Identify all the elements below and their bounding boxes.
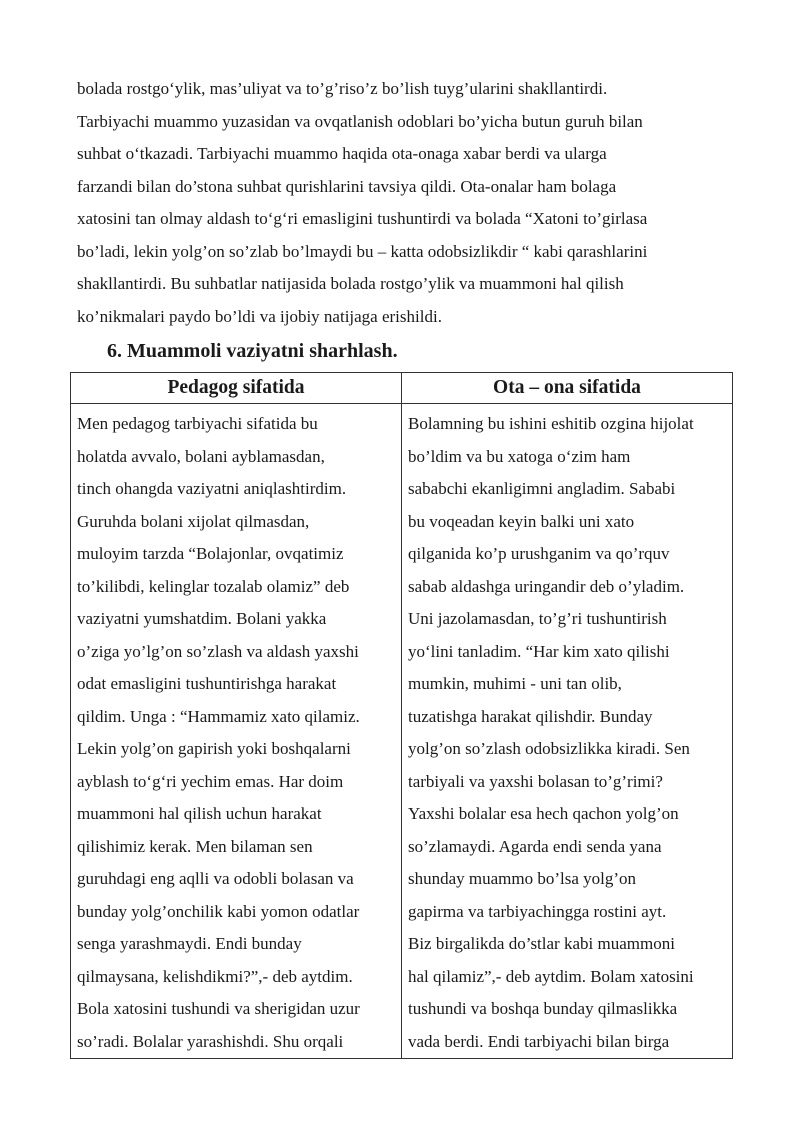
pedagog-line: Bola xatosini tushundi va sherigidan uzur	[77, 999, 360, 1018]
pedagog-line: qildim. Unga : “Hammamiz xato qilamiz.	[77, 706, 360, 726]
pedagog-line: qilmaysana, kelishdikmi?”,- deb aytdim.	[77, 966, 353, 986]
parent-line: sababchi ekanligimni angladim. Sababi	[408, 479, 676, 498]
intro-line: bo’ladi, lekin yolg’on so’zlab bo’lmaydi bu – katta odobsizlikdir “ kabi qarashlarini	[77, 241, 648, 261]
pedagog-line: vaziyatni yumshatdim. Bolani yakka	[77, 609, 327, 628]
intro-line: suhbat o‘tkazadi. Tarbiyachi muammo haqida ota-onaga xabar berdi va ularga	[77, 144, 607, 163]
parent-line: yo‘lini tanladim. “Har kim xato qilishi	[408, 641, 670, 661]
intro-line: Tarbiyachi muammo yuzasidan va ovqatlanish odoblari bo’yicha butun guruh bilan	[77, 111, 643, 131]
pedagog-line: Guruhda bolani xijolat qilmasdan,	[77, 511, 310, 531]
pedagog-line: guruhdagi eng aqlli va odobli bolasan va	[77, 869, 354, 888]
parent-line: shunday muammo bo’lsa yolg’on	[408, 869, 637, 888]
parent-line: mumkin, muhimi - uni tan olib,	[408, 674, 622, 693]
header-parent: Ota – ona sifatida	[402, 373, 733, 404]
intro-line: xatosini tan olmay aldash to‘g‘ri emasligini tushuntirdi va bolada “Xatoni to’girlasa	[77, 209, 648, 228]
table-header-row	[71, 373, 733, 404]
comparison-table	[70, 372, 733, 1059]
pedagog-line: Lekin yolg’on gapirish yoki boshqalarni	[77, 739, 351, 758]
parent-line: tarbiyali va yaxshi bolasan to’g’rimi?	[408, 771, 663, 791]
intro-line: bolada rostgo‘ylik, mas’uliyat va to’g’riso’z bo’lish tuyg’ularini shakllantirdi.	[77, 79, 608, 98]
parent-line: tuzatishga harakat qilishdir. Bunday	[408, 706, 653, 726]
pedagog-line: bunday yolg’onchilik kabi yomon odatlar	[77, 901, 360, 921]
parent-line: gapirma va tarbiyachingga rostini ayt.	[408, 901, 667, 921]
parent-line: bu voqeadan keyin balki uni xato	[408, 511, 635, 531]
intro-line: shakllantirdi. Bu suhbatlar natijasida bolada rostgo’ylik va muammoni hal qilish	[77, 274, 624, 293]
pedagog-line: odat emasligini tushuntirishga harakat	[77, 674, 337, 693]
pedagog-cell	[71, 404, 402, 1059]
parent-line: vada berdi. Endi tarbiyachi bilan birga	[408, 1031, 670, 1051]
parent-line: Bolamning bu ishini eshitib ozgina hijolat	[408, 414, 694, 433]
parent-line: Yaxshi bolalar esa hech qachon yolg’on	[408, 804, 679, 823]
pedagog-line: ayblash to‘g‘ri yechim emas. Har doim	[77, 771, 344, 791]
parent-cell	[402, 404, 733, 1059]
header-pedagog: Pedagog sifatida	[71, 373, 402, 404]
parent-line: hal qilamiz”,- deb aytdim. Bolam xatosini	[408, 966, 694, 986]
pedagog-line: tinch ohangda vaziyatni aniqlashtirdim.	[77, 479, 347, 498]
pedagog-line: muammoni hal qilish uchun harakat	[77, 804, 322, 823]
parent-line: Uni jazolamasdan, to’g’ri tushuntirish	[408, 609, 667, 628]
parent-line: so’zlamaydi. Agarda endi senda yana	[408, 836, 662, 856]
section-heading: 6. Muammoli vaziyatni sharhlash.	[107, 340, 398, 362]
parent-line: bo’ldim va bu xatoga o‘zim ham	[408, 446, 631, 466]
pedagog-line: to’kilibdi, kelinglar tozalab olamiz” deb	[77, 576, 350, 596]
pedagog-line: Men pedagog tarbiyachi sifatida bu	[77, 414, 318, 433]
pedagog-line: muloyim tarzda “Bolajonlar, ovqatimiz	[77, 544, 344, 563]
pedagog-line: so’radi. Bolalar yarashishdi. Shu orqali	[77, 1031, 344, 1051]
intro-paragraph	[77, 73, 737, 333]
pedagog-line: senga yarashmaydi. Endi bunday	[77, 934, 302, 953]
intro-line: ko’nikmalari paydo bo’ldi va ijobiy natijaga erishildi.	[77, 306, 442, 326]
parent-line: yolg’on so’zlash odobsizlikka kiradi. Sen	[408, 739, 690, 758]
pedagog-line: holatda avvalo, bolani ayblamasdan,	[77, 446, 325, 466]
parent-line: qilganida ko’p urushganim va qo’rquv	[408, 544, 670, 563]
parent-line: Biz birgalikda do’stlar kabi muammoni	[408, 934, 675, 953]
parent-line: sabab aldashga uringandir deb o’yladim.	[408, 576, 685, 596]
intro-line: farzandi bilan do’stona suhbat qurishlarini tavsiya qildi. Ota-onalar ham bolaga	[77, 176, 617, 196]
pedagog-line: qilishimiz kerak. Men bilaman sen	[77, 836, 313, 856]
pedagog-line: o’ziga yo’lg’on so’zlash va aldash yaxshi	[77, 641, 359, 661]
table-row	[71, 404, 733, 1059]
parent-line: tushundi va boshqa bunday qilmaslikka	[408, 999, 678, 1018]
